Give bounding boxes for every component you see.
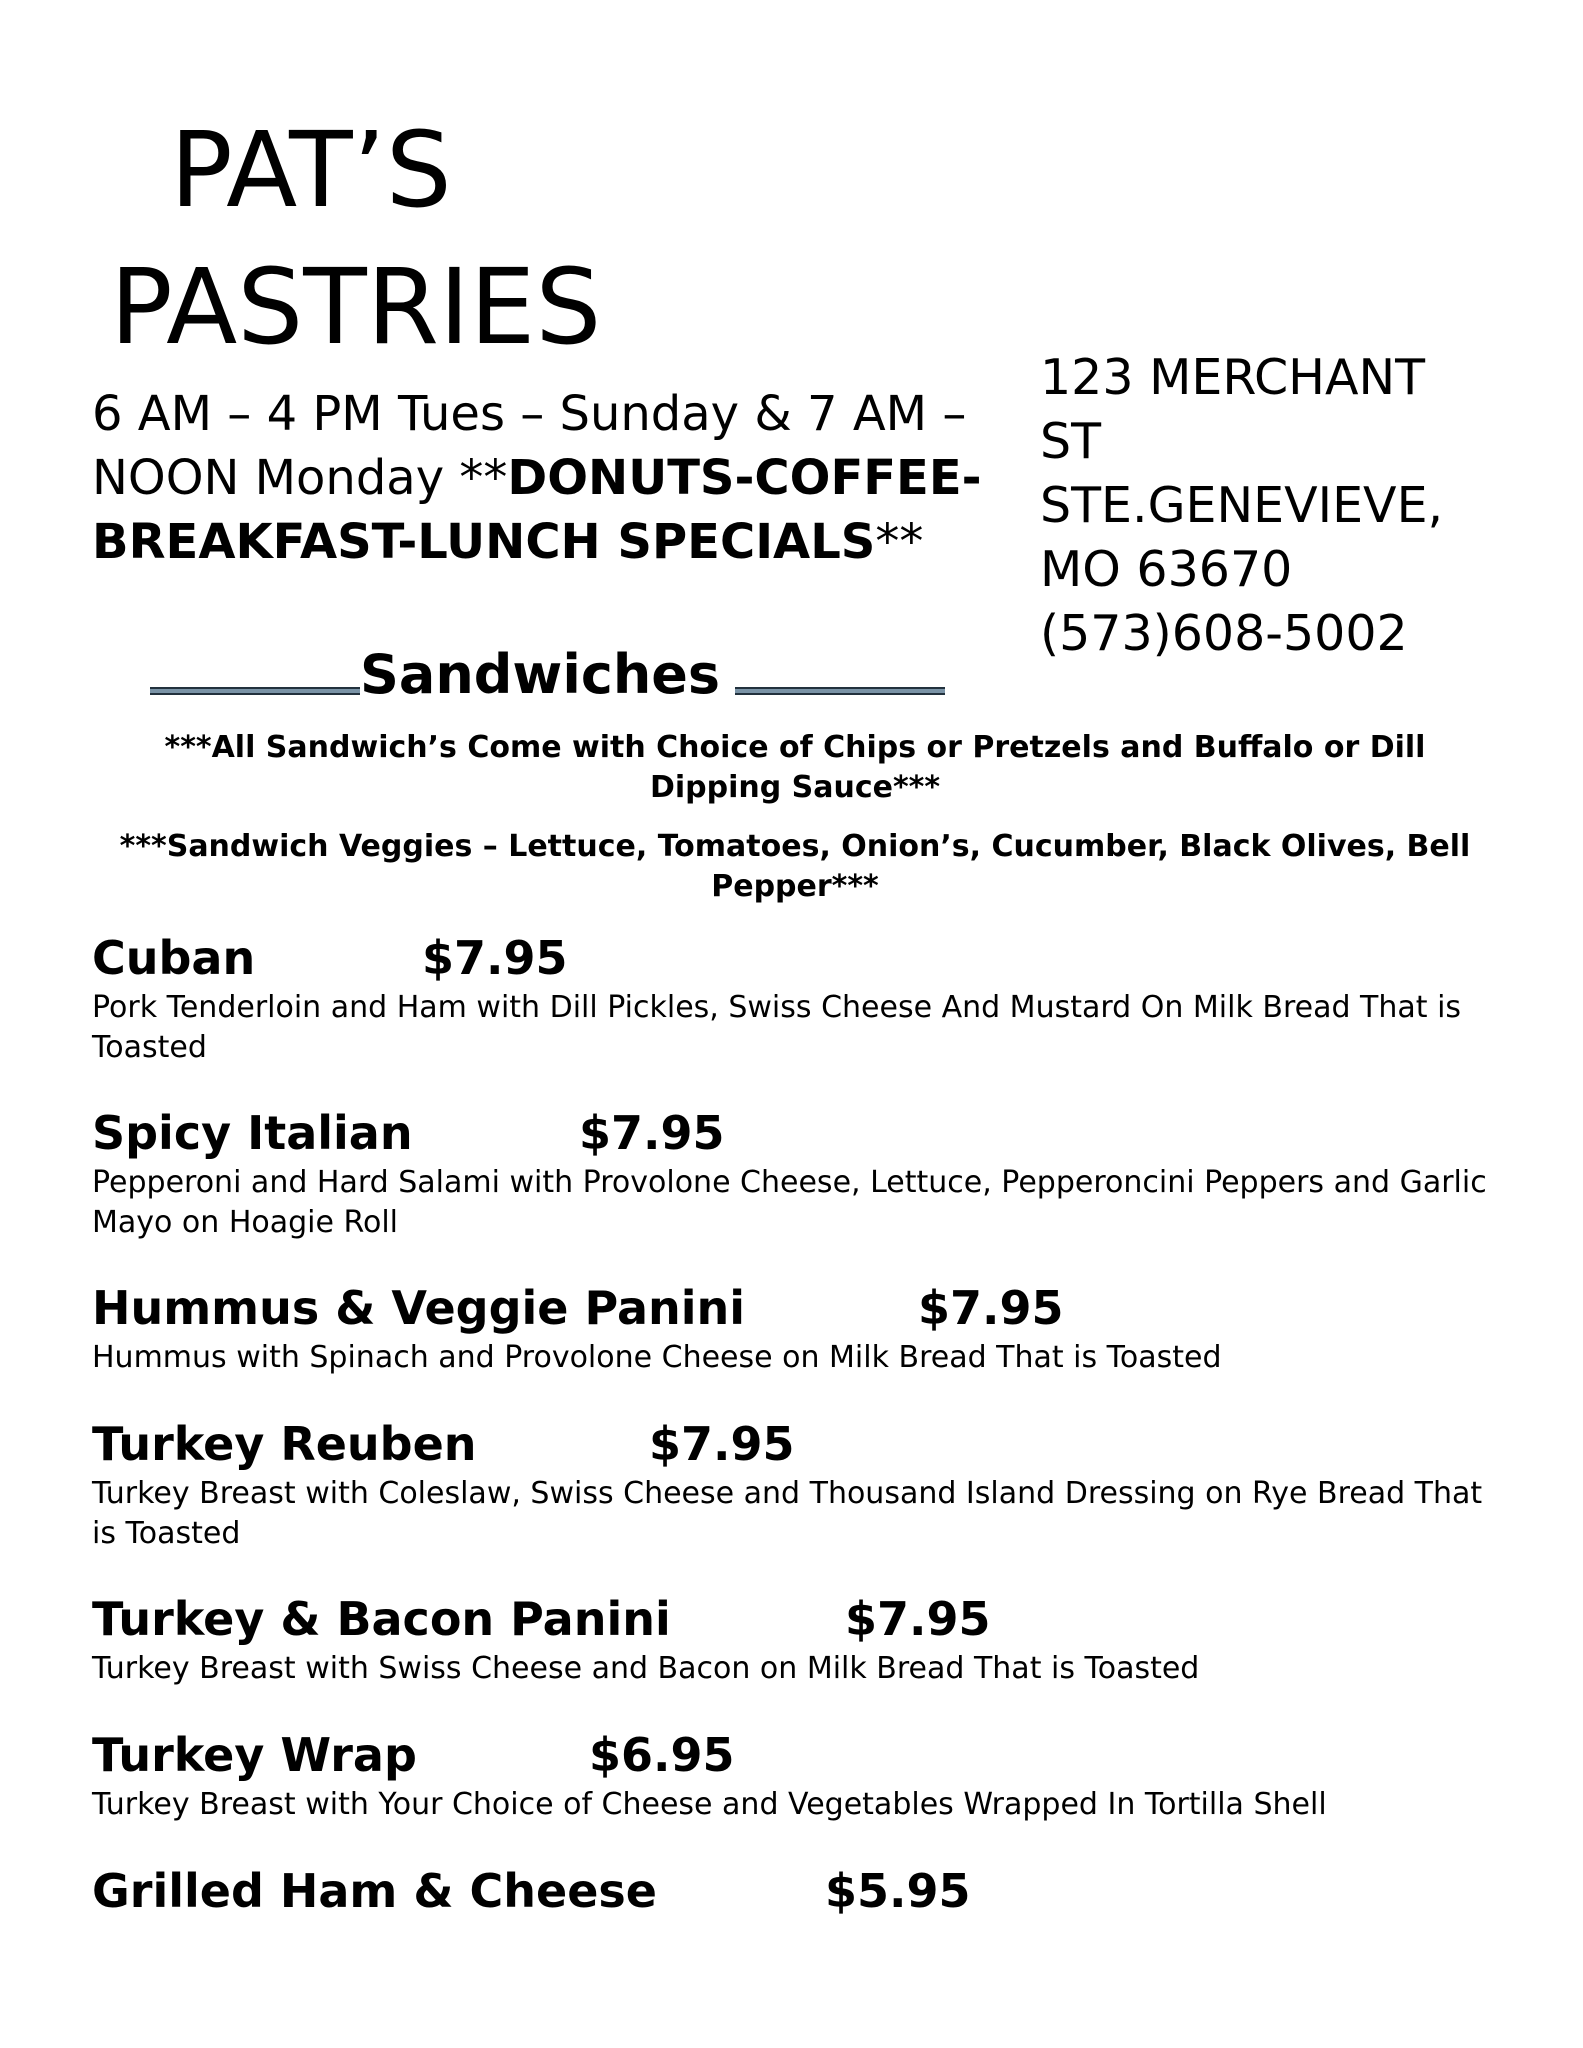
item-price: $7.95	[422, 931, 568, 985]
sandwich-sides-note: ***All Sandwich’s Come with Choice of Chips or Pretzels and Buffalo or Dill Dipping Sauce***	[164, 730, 1426, 805]
section-heading	[150, 640, 950, 710]
title-line-2: PASTRIES	[110, 246, 602, 368]
hours-and-specials	[92, 382, 1012, 574]
menu-item	[92, 1863, 1512, 1921]
heading-rule-left	[150, 687, 360, 695]
address-line-2: ST	[1040, 413, 1102, 470]
item-price: $7.95	[649, 1417, 795, 1471]
phone-number: (573)608-5002	[1040, 605, 1408, 662]
item-price: $6.95	[589, 1728, 735, 1782]
menu-item	[92, 1727, 1512, 1825]
item-price: $7.95	[579, 1106, 725, 1160]
item-description: Turkey Breast with Coleslaw, Swiss Cheese and Thousand Island Dressing on Rye Bread That is Toasted	[92, 1476, 1483, 1551]
menu-item	[92, 1105, 1512, 1243]
item-description: Pepperoni and Hard Salami with Provolone Cheese, Lettuce, Pepperoncini Peppers and Garlic Mayo on Hoagie Roll	[92, 1165, 1487, 1240]
item-description: Pork Tenderloin and Ham with Dill Pickles, Swiss Cheese And Mustard On Milk Bread That is Toasted	[92, 990, 1462, 1065]
section-title: Sandwiches	[360, 643, 721, 706]
item-description: Turkey Breast with Swiss Cheese and Bacon on Milk Bread That is Toasted	[92, 1651, 1200, 1686]
specials-text: DONUTS-COFFEE-BREAKFAST-LUNCH SPECIALS	[92, 450, 982, 570]
sandwich-veggies-note: ***Sandwich Veggies – Lettuce, Tomatoes, Onion’s, Cucumber, Black Olives, Bell Pepper***	[119, 829, 1471, 904]
item-name: Hummus & Veggie Panini	[92, 1281, 746, 1335]
item-name: Spicy Italian	[92, 1106, 413, 1160]
item-name: Turkey Wrap	[92, 1728, 417, 1782]
item-price: $5.95	[825, 1864, 971, 1918]
item-name: Turkey & Bacon Panini	[92, 1592, 671, 1646]
menu-item	[92, 930, 1512, 1068]
menu-item	[92, 1280, 1512, 1378]
menu-item	[92, 1591, 1512, 1689]
heading-rule-right	[735, 687, 945, 695]
item-price: $7.95	[845, 1592, 991, 1646]
item-name: Cuban	[92, 931, 256, 985]
item-description: Hummus with Spinach and Provolone Cheese on Milk Bread That is Toasted	[92, 1340, 1222, 1375]
address-line-3: STE.GENEVIEVE,	[1040, 477, 1444, 534]
address-block	[1040, 346, 1540, 666]
item-name: Grilled Ham & Cheese	[92, 1864, 657, 1918]
item-price: $7.95	[918, 1281, 1064, 1335]
specials-tail: **	[875, 514, 924, 570]
item-description: Turkey Breast with Your Choice of Cheese and Vegetables Wrapped In Tortilla Shell	[92, 1787, 1327, 1822]
hours-text: 6 AM – 4 PM Tues – Sunday & 7 AM – NOON Monday **	[92, 386, 967, 506]
address-line-4: MO 63670	[1040, 541, 1293, 598]
menu-item	[92, 1416, 1512, 1554]
item-name: Turkey Reuben	[92, 1417, 477, 1471]
title-line-1: PAT’S	[170, 109, 452, 231]
address-line-1: 123 MERCHANT	[1040, 349, 1426, 406]
